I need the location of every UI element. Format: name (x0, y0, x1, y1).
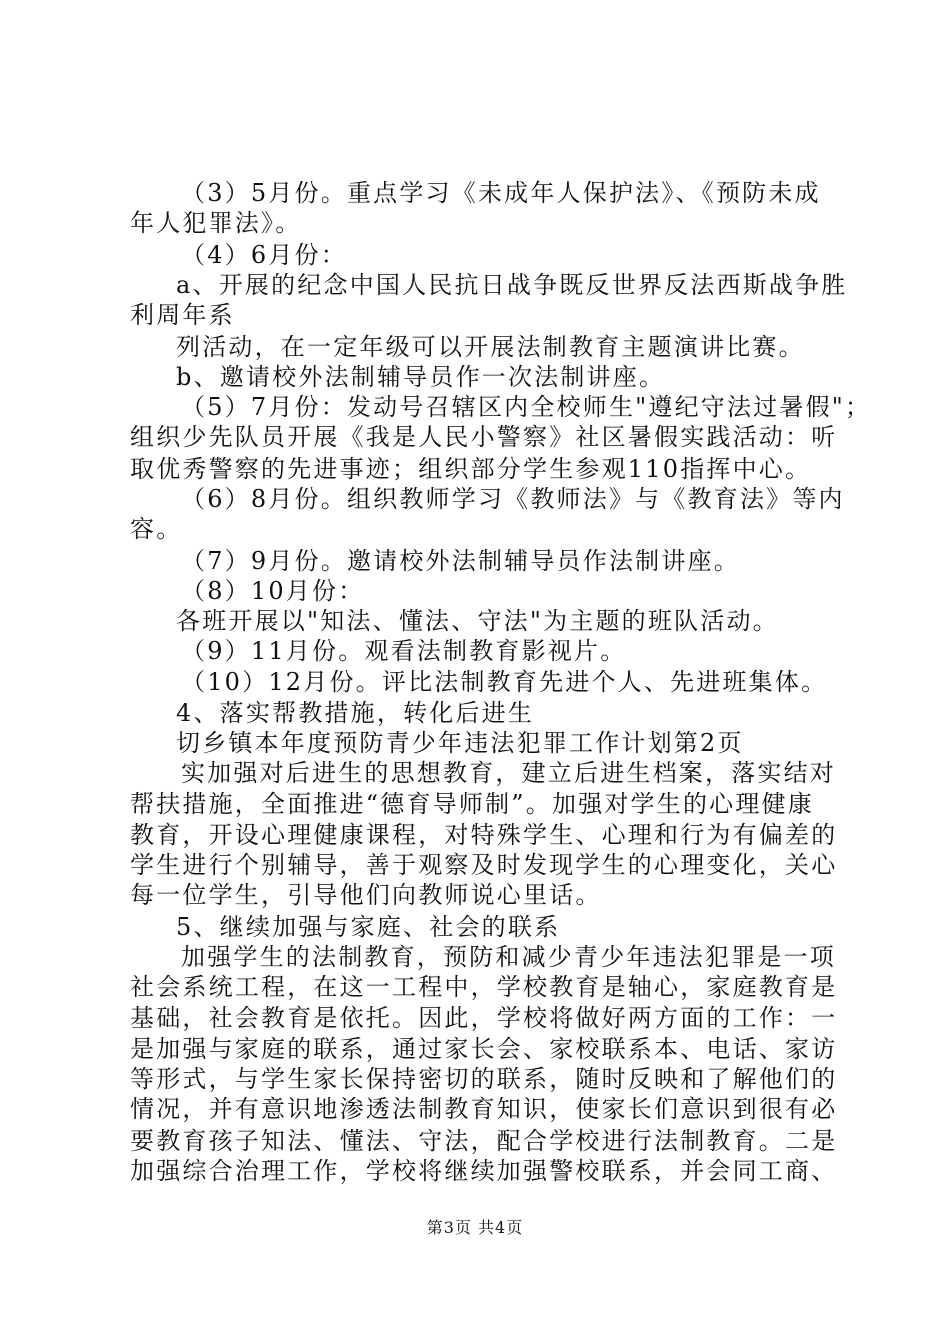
text-line: 各班开展以"知法、懂法、守法"为主题的班队活动。 (176, 607, 779, 635)
text-line: 社会系统工程，在这一工程中，学校教育是轴心，家庭教育是 (130, 973, 838, 1001)
text-line: （4）6月份： (181, 241, 347, 269)
text-line: 等形式，与学生家长保持密切的联系，随时反映和了解他们的 (130, 1065, 838, 1093)
text-line: 是加强与家庭的联系，通过家长会、家校联系本、电话、家访 (130, 1035, 838, 1063)
text-line: 取优秀警察的先进事迹；组织部分学生参观110指挥中心。 (130, 455, 812, 483)
text-line: 基础，社会教育是依托。因此，学校将做好两方面的工作：一 (130, 1004, 838, 1032)
section-heading: 4、落实帮教措施，转化后进生 (176, 699, 535, 727)
running-header: 切乡镇本年度预防青少年违法犯罪工作计划第2页 (176, 729, 744, 757)
text-line: 情况，并有意识地渗透法制教育知识，使家长们意识到很有必 (130, 1095, 838, 1123)
section-heading: 5、继续加强与家庭、社会的联系 (176, 913, 561, 941)
text-line: 要教育孩子知法、懂法、守法，配合学校进行法制教育。二是 (130, 1127, 838, 1155)
text-line: 帮扶措施，全面推进“德育导师制”。加强对学生的心理健康 (130, 790, 814, 818)
text-line: （5）7月份：发动号召辖区内全校师生"遵纪守法过暑假"； (181, 393, 872, 421)
text-line: （9）11月份。观看法制教育影视片。 (181, 637, 627, 665)
text-line: 教育，开设心理健康课程，对特殊学生、心理和行为有偏差的 (130, 821, 838, 849)
page-number-footer: 第3页 共4页 (426, 1218, 524, 1237)
text-line: 利周年系 (130, 301, 235, 329)
text-line: 加强学生的法制教育，预防和减少青少年违法犯罪是一项 (181, 943, 836, 971)
text-line: 容。 (130, 515, 183, 543)
text-line: （6）8月份。组织教师学习《教师法》与《教育法》等内 (181, 485, 845, 513)
text-line: （8）10月份： (181, 577, 365, 605)
text-line: 实加强对后进生的思想教育，建立后进生档案，落实结对 (181, 759, 836, 787)
text-line: b、邀请校外法制辅导员作一次法制讲座。 (176, 363, 666, 391)
text-line: （10）12月份。评比法制教育先进个人、先进班集体。 (181, 668, 828, 696)
text-line: 学生进行个别辅导，善于观察及时发现学生的心理变化，关心 (130, 851, 838, 879)
text-line: 年人犯罪法》。 (130, 209, 302, 237)
text-line: （3）5月份。重点学习《未成年人保护法》、《预防未成 (181, 179, 821, 207)
text-line: 组织少先队员开展《我是人民小警察》社区暑假实践活动：听 (130, 423, 838, 451)
text-line: a、开展的纪念中国人民抗日战争既反世界反法西斯战争胜 (176, 271, 848, 299)
text-line: （7）9月份。邀请校外法制辅导员作法制讲座。 (181, 547, 740, 575)
text-line: 每一位学生，引导他们向教师说心里话。 (130, 881, 602, 909)
text-line: 加强综合治理工作，学校将继续加强警校联系，并会同工商、 (130, 1157, 838, 1185)
text-line: 列活动，在一定年级可以开展法制教育主题演讲比赛。 (176, 333, 805, 361)
